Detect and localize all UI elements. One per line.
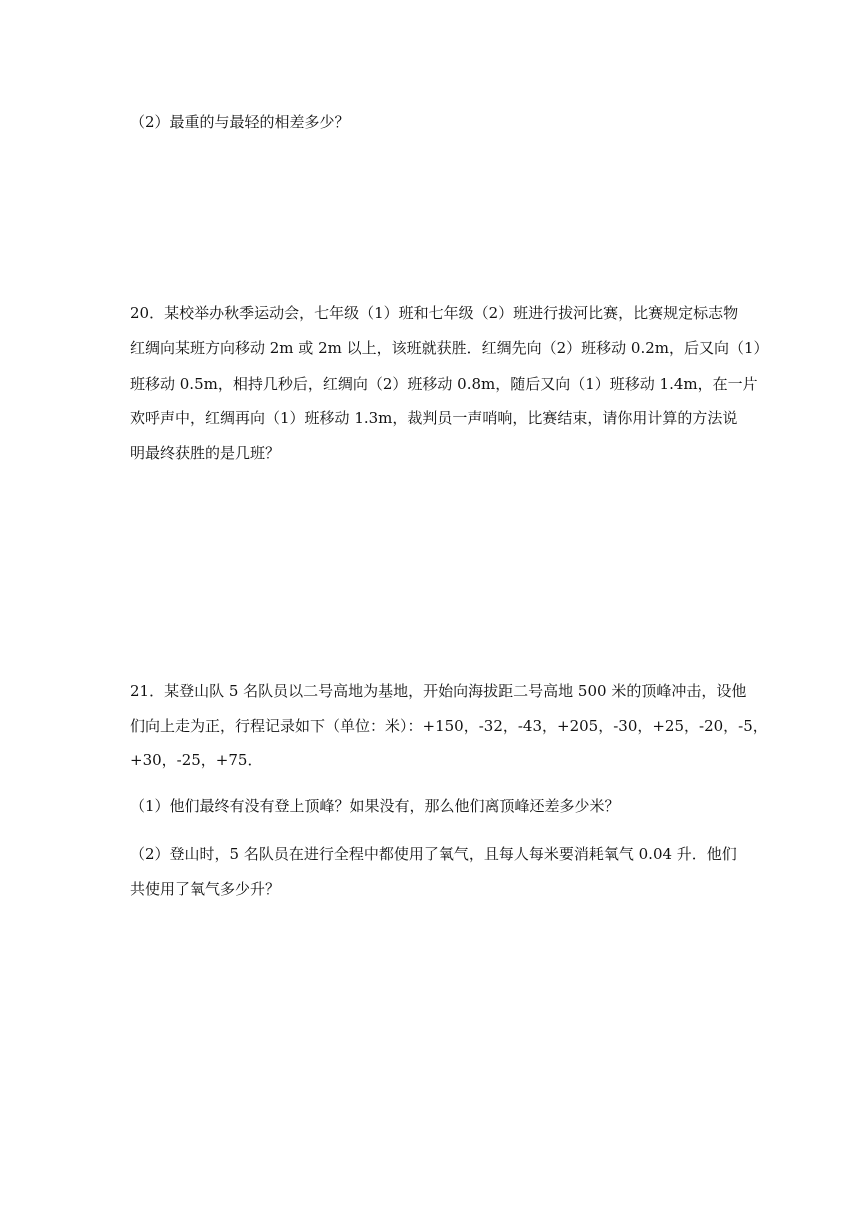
q21-part2-line-2: 共使用了氧气多少升？ <box>130 880 281 898</box>
q21-part1: （1）他们最终有没有登上顶峰？如果没有，那么他们离顶峰还差多少米？ <box>130 797 620 815</box>
q21-part2-line-1: （2）登山时，5 名队员在进行全程中都使用了氧气，且每人每米要消耗氧气 0.04 升．他们 <box>130 845 737 863</box>
q19-part2-text: （2）最重的与最轻的相差多少？ <box>130 113 350 131</box>
q21-line-2: 们向上走为正，行程记录如下（单位：米）：+150，-32，-43，+205，-30，+25，-20，-5， <box>130 717 768 735</box>
q21-line-3: +30，-25，+75． <box>130 751 263 769</box>
q20-line-5: 明最终获胜的是几班？ <box>130 444 281 462</box>
q20-line-1: 20．某校举办秋季运动会，七年级（1）班和七年级（2）班进行拔河比赛，比赛规定标志物 <box>130 304 739 322</box>
q20-line-3: 班移动 0.5m，相持几秒后，红绸向（2）班移动 0.8m，随后又向（1）班移动 1.4m，在一片 <box>130 375 758 393</box>
q21-line-1: 21．某登山队 5 名队员以二号高地为基地，开始向海拔距二号高地 500 米的顶峰冲击，设他 <box>130 682 747 700</box>
q20-line-4: 欢呼声中，红绸再向（1）班移动 1.3m，裁判员一声哨响，比赛结束，请你用计算的方法说 <box>130 409 738 427</box>
q20-line-2: 红绸向某班方向移动 2m 或 2m 以上，该班就获胜．红绸先向（2）班移动 0.2m，后又向（1） <box>130 339 769 357</box>
